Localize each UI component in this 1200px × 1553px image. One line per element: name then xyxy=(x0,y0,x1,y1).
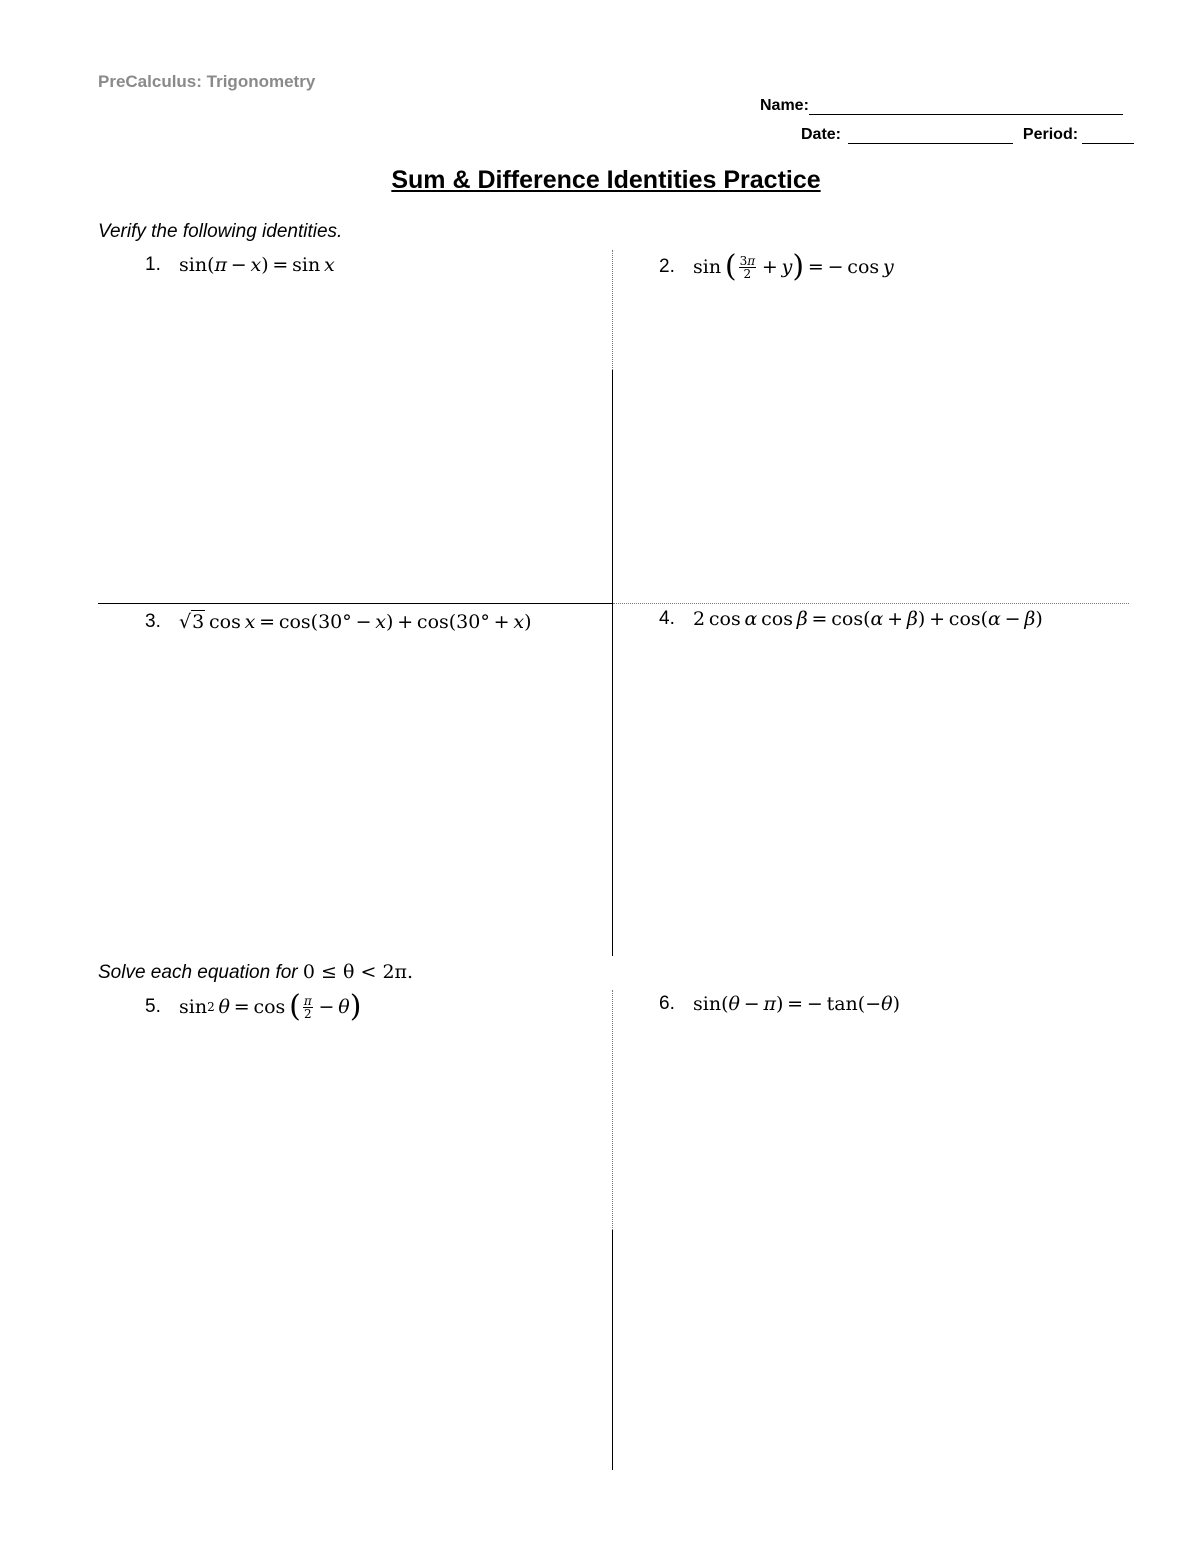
divider-dotted-top xyxy=(612,250,613,370)
date-label: Date: xyxy=(801,126,842,143)
problem-5-expression: sin 2 θ = cos ( $\frac{\pi}{2}$ − θ ) xyxy=(179,989,362,1024)
name-label: Name: xyxy=(760,97,809,114)
divider-vertical-1 xyxy=(612,370,613,956)
problem-4 xyxy=(659,608,1043,630)
divider-horizontal-right xyxy=(613,603,1129,604)
problem-2-expression: sin ( $\frac{3\pi}{2}$ + y ) = − cos y xyxy=(693,249,894,284)
problem-6-expression: sin( θ − π ) = − tan(− θ ) xyxy=(693,993,900,1015)
problem-5 xyxy=(145,989,362,1024)
problem-1 xyxy=(145,254,335,276)
problem-3-expression: √ 3 cos x = cos(30° − x ) + cos(30° + x ) xyxy=(179,610,532,633)
divider-horizontal-left xyxy=(98,603,612,604)
date-period-row xyxy=(801,126,1134,144)
problem-number: 6. xyxy=(659,993,675,1014)
section2-instruction xyxy=(98,961,413,984)
problem-3 xyxy=(145,610,532,633)
problem-4-expression: 2 cos α cos β = cos( α + β ) + cos( α − β ) xyxy=(693,608,1043,630)
divider-vertical-2 xyxy=(612,1230,613,1470)
period-label: Period: xyxy=(1022,126,1079,143)
problem-2 xyxy=(659,249,894,284)
problem-number: 3. xyxy=(145,610,161,632)
section1-instruction: Verify the following identities. xyxy=(98,221,343,242)
section2-instruction-math: 0 ≤ θ < 2π. xyxy=(302,961,414,983)
course-name: PreCalculus: Trigonometry xyxy=(98,72,316,91)
problem-number: 1. xyxy=(145,254,161,275)
divider-dotted-bottom xyxy=(612,990,613,1230)
section2-instruction-text: Solve each equation for xyxy=(98,962,298,983)
problem-6 xyxy=(659,993,900,1015)
problem-number: 2. xyxy=(659,256,675,277)
name-row xyxy=(760,97,1123,115)
date-field[interactable] xyxy=(848,126,1013,144)
period-field[interactable] xyxy=(1082,126,1134,144)
problem-1-expression: sin( π − x ) = sin x xyxy=(179,254,335,276)
name-field[interactable] xyxy=(809,97,1123,115)
problem-number: 5. xyxy=(145,996,161,1017)
worksheet-title: Sum & Difference Identities Practice xyxy=(391,166,821,194)
problem-number: 4. xyxy=(659,608,675,629)
